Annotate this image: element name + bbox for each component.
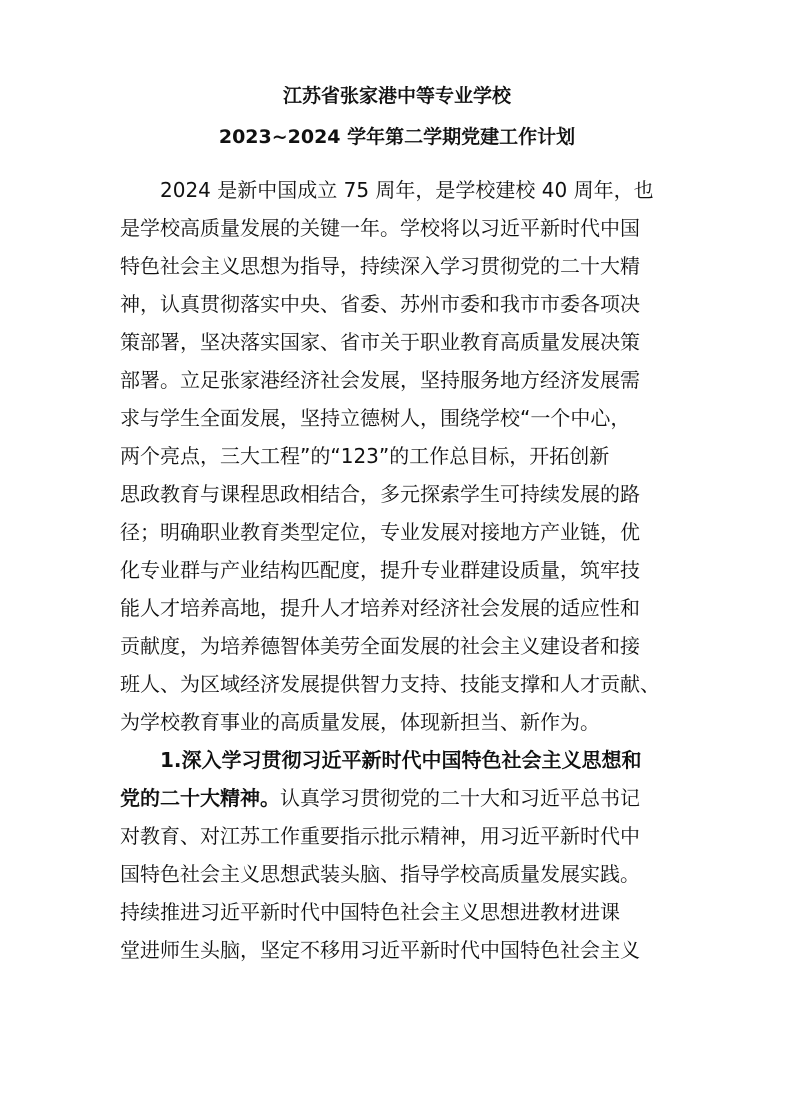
paragraph-line: 能人才培养高地，提升人才培养对经济社会发展的适应性和	[120, 596, 640, 620]
document-title-plan: 2023~2024 学年第二学期党建工作计划	[218, 126, 576, 148]
section-heading-continuation	[120, 784, 680, 812]
paragraph-line: 贡献度，为培养德智体美劳全面发展的社会主义建设者和接	[120, 634, 640, 658]
paragraph-line: 持续推进习近平新时代中国特色社会主义思想进教材进课	[120, 900, 620, 924]
paragraph-line: 神，认真贯彻落实中央、省委、苏州市委和我市市委各项决	[120, 292, 640, 316]
paragraph-line: 化专业群与产业结构匹配度，提升专业群建设质量，筑牢技	[120, 558, 640, 582]
paragraph-line: 对教育、对江苏工作重要指示批示精神，用习近平新时代中	[120, 824, 640, 848]
paragraph-line: 为学校教育事业的高质量发展，体现新担当、新作为。	[120, 710, 600, 734]
paragraph-line: 堂进师生头脑，坚定不移用习近平新时代中国特色社会主义	[120, 938, 640, 962]
paragraph-line: 径；明确职业教育类型定位，专业发展对接地方产业链，优	[120, 520, 640, 544]
paragraph-line: 求与学生全面发展，坚持立德树人，围绕学校“一个中心，	[120, 406, 631, 430]
paragraph-line: 是学校高质量发展的关键一年。学校将以习近平新时代中国	[120, 216, 640, 240]
paragraph-line: 两个亮点，三大工程”的“123”的工作总目标，开拓创新	[120, 444, 610, 468]
paragraph-line: 思政教育与课程思政相结合，多元探索学生可持续发展的路	[120, 482, 640, 506]
paragraph-line: 班人、为区域经济发展提供智力支持、技能支撑和人才贡献、	[120, 672, 660, 696]
section-heading: 1.深入学习贯彻习近平新时代中国特色社会主义思想和	[160, 748, 642, 772]
document-title-school: 江苏省张家港中等专业学校	[282, 85, 511, 107]
section-heading-end: 党的二十大精神。	[120, 786, 280, 810]
paragraph-line: 特色社会主义思想为指导，持续深入学习贯彻党的二十大精	[120, 254, 640, 278]
paragraph-line: 策部署，坚决落实国家、省市关于职业教育高质量发展决策	[120, 330, 640, 354]
paragraph-line: 部署。立足张家港经济社会发展，坚持服务地方经济发展需	[120, 368, 640, 392]
paragraph-line: 国特色社会主义思想武装头脑、指导学校高质量发展实践。	[120, 862, 640, 886]
section-body-start: 认真学习贯彻党的二十大和习近平总书记	[280, 786, 640, 810]
paragraph-line: 2024 是新中国成立 75 周年，是学校建校 40 周年，也	[160, 178, 654, 202]
